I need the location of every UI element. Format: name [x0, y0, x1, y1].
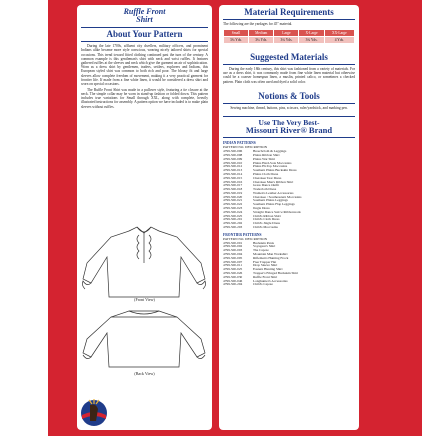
back-view-label: (Back View) — [134, 371, 155, 376]
pattern-number: 4799-500-203 — [223, 225, 243, 230]
size-value: 3¾ Yds. — [274, 36, 299, 43]
pattern-description: Child's Jingle Dress — [253, 221, 280, 226]
pattern-number: 4799-500-015 — [223, 175, 243, 180]
pattern-number: 4799-500-046 — [223, 278, 243, 283]
pattern-number: 4799-500-001 — [223, 240, 243, 245]
pattern-number: 4799-500-013 — [223, 168, 243, 173]
pattern-number: 4799-500-026 — [223, 271, 243, 276]
size-value: 3¾ Yds. — [224, 36, 249, 43]
indian-column-header: PATTERN NO. DESCRIPTION — [223, 145, 268, 150]
frontier-patterns-header: FRONTIER PATTERNS — [223, 232, 262, 237]
pattern-description: Child's Capote — [253, 282, 273, 287]
size-header: XX-Large — [324, 29, 354, 36]
pattern-description: Cherokee Tear Dress — [253, 175, 282, 180]
pattern-number: 4799-500-014 — [223, 171, 243, 176]
frontier-pattern-list — [219, 242, 359, 288]
pattern-title — [77, 5, 212, 25]
pattern-number: 4799-500-006 — [223, 149, 243, 154]
pattern-description: Ruffle Front Shirt — [253, 274, 278, 279]
pattern-number: 4799-500-002 — [223, 244, 243, 249]
title-rule — [81, 27, 208, 28]
pattern-description: Longhunter's Accessories — [253, 278, 288, 283]
size-header: Large — [274, 29, 299, 36]
pattern-number: 4799-500-016 — [223, 179, 243, 184]
pattern-description: Child's Cloth Dress — [253, 217, 280, 222]
pattern-description: Breechcloth & Leggings — [253, 149, 287, 154]
pattern-number: 4799-500-017 — [223, 183, 243, 188]
right-column — [219, 5, 359, 430]
pattern-number: 4799-500-005 — [223, 255, 243, 260]
about-paragraph: The Ruffle Front Shirt was made in a pullover style, featuring a tie closure at the neck. The simple collar may be worn in stand-up fashion or folded down. This pattern includes true variations for Small through XXL, along with complete, heavily illustrated instructions for assembly. A pattern option we have included is to make plain sleeves without ruffles. — [81, 87, 208, 109]
pattern-number: 4799-500-012 — [223, 164, 243, 169]
brand-line-2: Missouri River® Brand — [245, 125, 333, 136]
pattern-description: Voyageur's Shirt — [253, 244, 276, 249]
brand-rule-bottom — [223, 137, 355, 138]
size-value: 3¾ Yds. — [299, 36, 324, 43]
pattern-number: 4799-500-204 — [223, 282, 243, 287]
indian-patterns-header: INDIAN PATTERNS — [223, 141, 256, 146]
missouri-river-logo — [80, 399, 108, 427]
notions-text: Sewing machine, thread, buttons, pins, scissors, ruler/yardstick, and marking pen. — [230, 106, 348, 111]
pattern-description: Plains War Shirt — [253, 156, 276, 161]
pattern-description: Free Trapper Hat — [253, 259, 277, 264]
pattern-number: 4799-500-025 — [223, 267, 243, 272]
size-yardage-table — [223, 29, 355, 44]
pattern-description: Southern Plains Flap Leggings — [253, 202, 295, 207]
pattern-description: Southern Plains Buckskin Dress — [253, 168, 297, 173]
title-line-1: Ruffle Front — [123, 7, 166, 16]
brand-line-1: Use The Very Best- — [258, 117, 320, 127]
about-paragraph: During the late 1700s, affluent city dwellers, military officers, and prominent Indians alike became more style conscious, wearing nicely tailored shirts for special occasions. This trend toward fitted clothing continued past the turn of the century. A common example is this gentleman's shirt with neck and wrist ruffles. It features gathered ruffles at the sleeves and neck which give the garment an air of sophistication. Worn as a dress shirt by gentlemen, traders, settlers, explorers and Indians, this European styled shirt was common to both rich and poor. The blousy fit and large sleeves allow complete freedom of movement, making it a very practical garment for frontier life. If made from a fine white linen, it would be considered a dress shirt and worn on special occasions. — [81, 44, 208, 87]
size-header: X-Large — [299, 29, 324, 36]
pattern-description: The Capote — [253, 248, 269, 253]
front-view-illustration — [77, 223, 212, 301]
pattern-number: 4799-500-011 — [223, 263, 243, 268]
about-heading: About Your Pattern — [106, 28, 183, 39]
pattern-number: 4799-500-023 — [223, 206, 243, 211]
front-view-label: (Front View) — [134, 297, 155, 302]
material-note: The following are the yardages for 45" material. — [223, 22, 293, 27]
brand-heading — [219, 119, 359, 136]
pattern-description: Tradecloth Dress — [253, 187, 277, 192]
pattern-description: Child's Moccasins — [253, 225, 278, 230]
pattern-number: 4799-500-025 — [223, 213, 243, 218]
pattern-description: Eastern Hunting Shirt — [253, 267, 283, 272]
pattern-number: 4799-500-022 — [223, 202, 243, 207]
material-rule — [223, 19, 355, 20]
size-header: Small — [224, 29, 249, 36]
material-heading: Material Requirements — [244, 7, 334, 17]
pattern-number: 4799-500-004 — [223, 252, 243, 257]
size-header: Medium — [248, 29, 273, 36]
size-value: 4 Yds. — [324, 36, 354, 43]
pattern-number: 4799-500-021 — [223, 198, 243, 203]
pattern-description: Plains Hard-Sole Moccasins — [253, 160, 292, 165]
size-value: 3¾ Yds. — [248, 36, 273, 43]
suggested-paragraph: During the early 18th century, this shirt was fashioned from a variety of materials. For use as a dress shirt, it was commonly made from fine white linen material but otherwise could be a coarser homespun linen, a muslin, printed calico, or sometimes a checked pattern. Plain cloth was often used and dyed a solid color. — [223, 67, 355, 84]
pattern-description: Plains Hi-Top Moccasins — [253, 164, 288, 169]
brand-rule-top — [223, 116, 355, 117]
pattern-number: 4799-500-010 — [223, 160, 243, 165]
pattern-description: Southern Plains Leggings — [253, 198, 288, 203]
pattern-number: 4799-500-018 — [223, 187, 243, 192]
pattern-description: Straight Dance Suit w/Ribbonwork — [253, 209, 301, 214]
pattern-number: 4799-500-201 — [223, 217, 243, 222]
pattern-number: 4799-500-024 — [223, 209, 243, 214]
pattern-description: Jingle Dress — [253, 206, 270, 211]
back-view-illustration — [77, 305, 212, 371]
indian-pattern-list — [219, 150, 359, 230]
size-value-row — [224, 36, 355, 43]
pattern-description: Plains Cloth Dress — [253, 171, 279, 176]
pattern-number: 4799-500-202 — [223, 221, 243, 226]
pattern-number: 4799-500-020 — [223, 194, 243, 199]
pattern-row — [223, 226, 355, 230]
notions-rule — [223, 103, 355, 104]
pattern-description: Child's Ribbon Shirt — [253, 213, 281, 218]
pattern-row — [223, 283, 355, 287]
frontier-column-header: PATTERN NO. DESCRIPTION — [223, 236, 268, 241]
notions-heading: Notions & Tools — [258, 90, 320, 101]
about-text — [77, 44, 212, 109]
pattern-description: Cherokee Man's Ribbon Shirt — [253, 179, 294, 184]
pattern-description: Rifleman's Hunting Frock — [253, 255, 289, 260]
suggested-text — [219, 67, 359, 84]
pattern-number: 4799-500-007 — [223, 259, 243, 264]
pattern-number: 4799-500-009 — [223, 156, 243, 161]
pattern-number: 4799-500-030 — [223, 274, 243, 279]
pattern-number: 4799-500-008 — [223, 152, 243, 157]
size-header-row — [224, 29, 355, 36]
left-column — [77, 5, 212, 430]
pattern-description: Mountain Man Workshirt — [253, 252, 288, 257]
about-rule — [81, 41, 208, 42]
pattern-description: Women's Leather Accessories — [253, 190, 294, 195]
pattern-number: 4799-500-003 — [223, 248, 243, 253]
suggested-heading: Suggested Materials — [250, 51, 328, 62]
pattern-description: Grass Dance Outfit — [253, 183, 280, 188]
title-line-2: Shirt — [136, 15, 153, 25]
pattern-description: Cherokee / Southeastern Moccasins — [253, 194, 302, 199]
pattern-description: Trapper's Fringed Buckskin Shirt — [253, 271, 299, 276]
pattern-number: 4799-500-019 — [223, 190, 243, 195]
suggested-rule — [223, 64, 355, 65]
pattern-description: Buckskin Pants — [253, 240, 275, 245]
pattern-description: Plains Ribbon Shirt — [253, 152, 280, 157]
pattern-description: Drop Sleeve Shirt — [253, 263, 278, 268]
